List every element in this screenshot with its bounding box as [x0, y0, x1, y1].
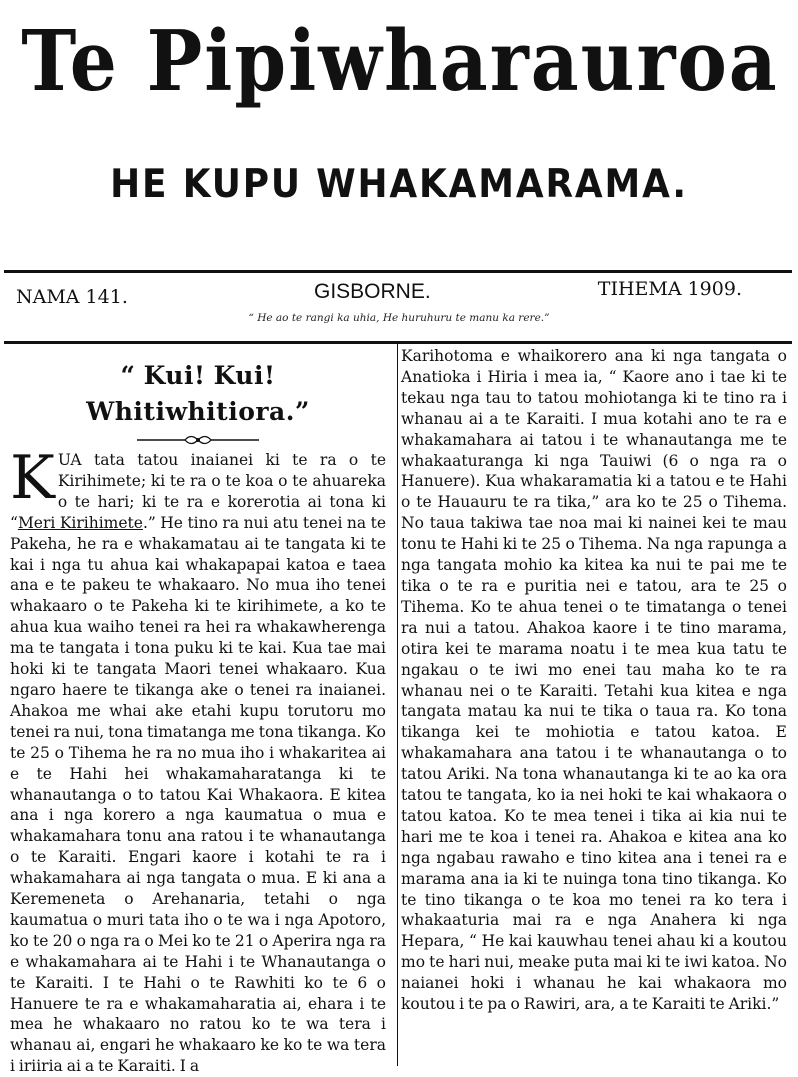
masthead	[0, 0, 798, 132]
article-paragraph-left	[10, 443, 387, 1077]
article-text-left-a: UA tata tatou inaianei ki te ra o te Kirihimete; ki te ra o te koa o te ahuareka o te hari; ki te ra e korerotia ai tona ki “	[10, 451, 386, 532]
article-text-left-b: .” He tino ra nui atu tenei na te Pakeha, he ra e whakamatau ai te tangata ki te kai i nga tu ahua kai whakapapai katoa e taea ana e te pakeu te whakaaro. No mua iho tenei whakaaro o te Pakeha ki te kirihimete, a ko te ahua kua waiho tenei ra hei ra whakawherenga ma te tangata i tona puku ki te kai. Kua tae mai hoki ki te tangata Maori tenei whakaaro. Kua ngaro haere te tikanga ake o tenei ra inaianei. Ahakoa me whai ake etahi kupu torutoru mo tenei ra nui, tona timatanga me tona tikanga. Ko te 25 o Tihema he ra no mua iho i whakaritea ai e te Hahi hei whakamaharatanga ki te whanautanga o to tatou Kai Whakaora. E kitea ana i nga korero a nga kaumatua o mua e whakamahara tonu ana ratou i te whanautanga o te Karaiti. Engari kaore i kotahi te ra i whakamahara ai nga tangata o mua. E ki ana a Keremeneta o Arehanaria, tetahi o nga kaumatua o muri tata iho o te wa i nga Apotoro, ko te 20 o nga ra o Mei ko te 21 o Aperira nga ra e whakamahara ai te Hahi i te Whanautanga o te Karaiti. I te Hahi o te Rawhiti ko te 6 o Hanuere te ra e whakamaharatia ai, ehara i te mea he whakaaro no ratou ko te wa tera i whanau ai, engari he whakaaro ke ko te wa tera i iriiria ai a te Karaiti. I a	[10, 513, 387, 1076]
column-divider	[397, 344, 398, 1066]
issue-place: GISBORNE.	[314, 280, 431, 303]
article-left-column	[10, 346, 386, 1077]
article-text-left-underlined: Meri Kirihimete	[17, 513, 143, 532]
ornament-icon	[133, 430, 263, 450]
issue-info-row	[0, 276, 798, 306]
drop-cap: K	[10, 443, 55, 513]
article-right-column	[401, 346, 787, 1015]
motto: “ He ao te rangi ka uhia, He huruhuru te manu ka rere.”	[248, 312, 550, 324]
top-rule	[4, 270, 792, 273]
masthead-subtitle: HE KUPU WHAKAMARAMA.	[110, 162, 688, 207]
masthead-title: Te Pipiwharauroa	[21, 14, 779, 111]
issue-number: NAMA 141.	[16, 286, 128, 308]
issue-date: TIHEMA 1909.	[597, 278, 742, 300]
article-paragraph-right: Karihotoma e whaikorero ana ki nga tangata o Anatioka i Hiria i mea ia, “ Kaore ano i tae ki te tekau nga tau to tatou mohiotanga ki te tino ra i whanau ai a te Karaiti. I mua kotahi ano te ra e whakamahara ai tatou i te whanautanga me te whakaaturanga ki nga Tauiwi (6 o nga ra o Hanuere). Kua whakaramatia ki a tatou e te Hahi o te Hauauru te ra tika,” ara ko te 25 o Tihema. No taua takiwa tae noa mai ki nainei kei te mau tonu te Hahi ki te 25 o Tihema. Na nga rapunga a nga tangata mohio ka kitea ka nui te pai me te tika o te ra e puritia nei e tatou, ara te 25 o Tihema. Ko te ahua tenei o te timatanga o tenei ra nui a tatou. Ahakoa kaore i te tino marama, otira kei te marama noatu i te mea kua tatu te ngakau o te iwi mo enei tau maha ko te ra whanau nei o te Karaiti. Tetahi kua kitea e nga tangata matau ka nui te tika o taua ra. Ko tona tikanga kei te mohiotia e tatou katoa. E whakamahara ana tatou i te whanautanga o to tatou Ariki. Na tona whanautanga ki te ao ka ora tatou te tangata, ko ia nei hoki te kai whakaora o tatou katoa. Ko te mea tenei i tika ai kia nui te hari me te koa i tenei ra. Ahakoa e kitea ana ko nga ngabau rawaho e tino kitea ana i tenei ra e marama ana ia ki te nuinga tona tino tikanga. Ko te tino tikanga o te koa mo tenei ra ko tera i whakaaturia mai ra e nga Anahera ki nga Hepara, “ He kai kauwhau tenei ahau ki a koutou mo te hari nui, meake puta mai ki te iwi katoa. No naianei hoki i whanau he kai whakaora mo koutou i te pa o Rawiri, ara, a te Karaiti te Ariki.”	[401, 347, 787, 1014]
article-heading: “ Kui! Kui! Whitiwhitiora.”	[86, 361, 310, 426]
bottom-rule	[4, 341, 792, 344]
